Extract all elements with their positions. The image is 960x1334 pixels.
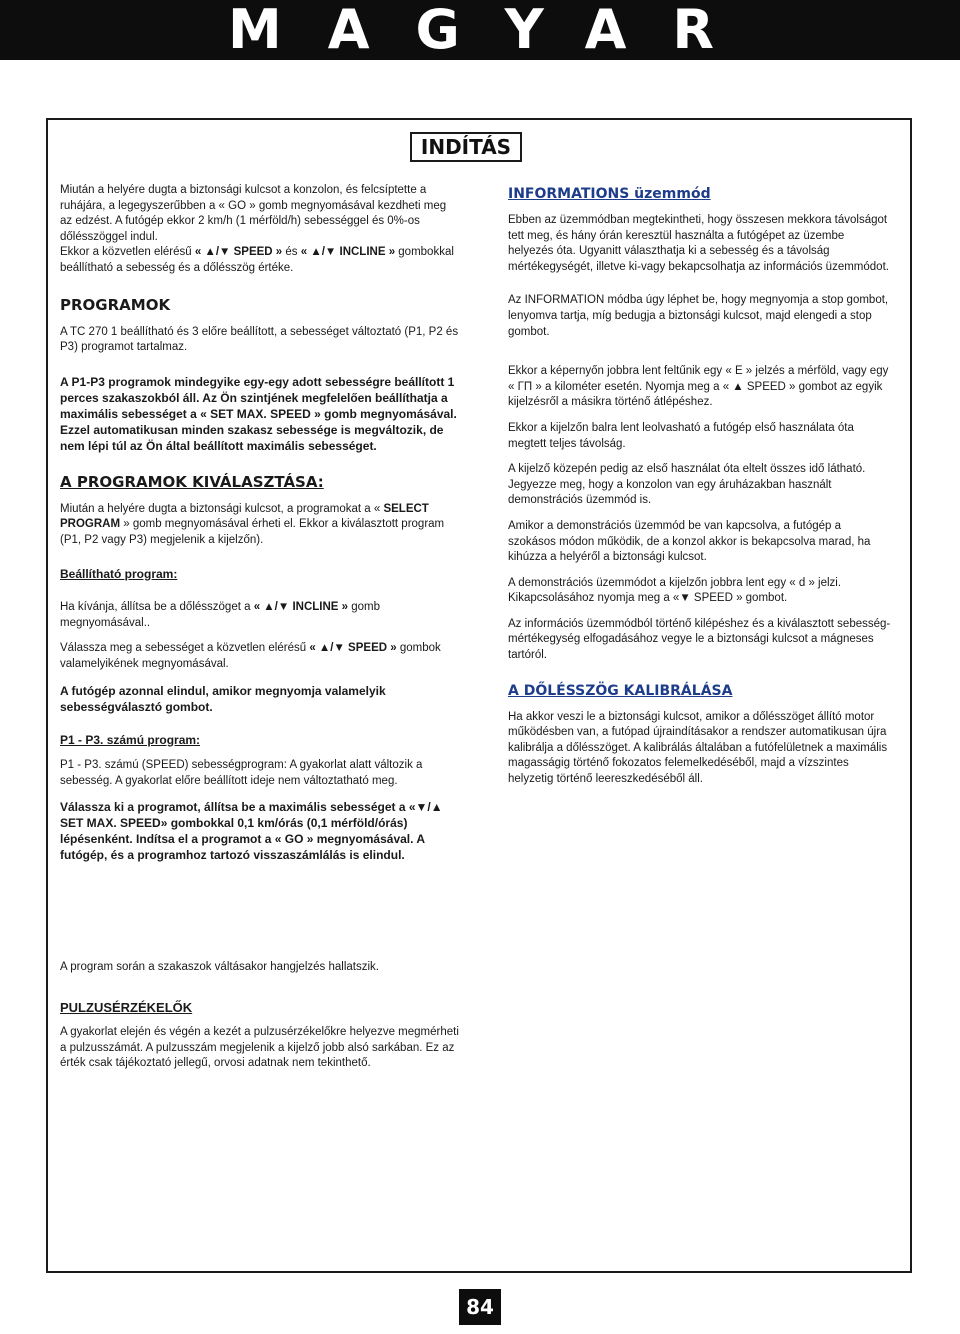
text-run: Miután a helyére dugta a biztonsági kulcsot, a programokat a « — [60, 502, 384, 515]
intro-paragraph-2 — [60, 245, 460, 276]
adjustable-text-1 — [60, 600, 460, 631]
info-paragraph-2: Az INFORMATION módba úgy léphet be, hogy megnyomja a stop gombot, lenyomva tartja, míg bedugja a biztonsági kulcsot, majd elengedi a stop gombot. — [508, 294, 889, 338]
language-title: MAGYAR — [228, 0, 760, 61]
right-column — [508, 185, 892, 788]
info-paragraph-1: Ebben az üzemmódban megtekintheti, hogy összesen mekkora távolságot tett meg, és hány órán keresztül használta a futógépet az üzembe helyezés óta. Ugyanitt választhatja ki a sebesség és a távolság mértékegységét, illetve ki-vagy bekapcsolhatja az információs üzemmódot. — [508, 214, 889, 273]
text-run: Válassza meg a sebességet a közvetlen elérésű — [60, 642, 310, 655]
incline-calibration-heading: A DŐLÉSSZÖG KALIBRÁLÁSA — [508, 682, 733, 699]
text-run: gomb megnyomásával.. — [60, 601, 381, 629]
speed-button-ref: « ▲/▼ SPEED » — [194, 246, 283, 259]
intro-paragraph: Miután a helyére dugta a biztonsági kulcsot a konzolon, és felcsíptette a ruhájára, a legegyszerűbben a « GO » gomb megnyomásával kezdheti meg az edzést. A futógép ekkor 2 km/h (1 mérföld/h) sebességgel és 0%-os dőlésszöggel indul. — [60, 184, 447, 243]
program-note: A program során a szakaszok váltásakor hangjelzés hallatszik. — [60, 961, 379, 973]
p1-p3-heading: P1 - P3. számú program: — [60, 732, 201, 747]
select-programs-heading: A PROGRAMOK KIVÁLASZTÁSA: — [60, 472, 324, 491]
pulse-sensors-heading: PULZUSÉRZÉKELŐK — [60, 999, 193, 1015]
informations-heading: INFORMATIONS üzemmód — [508, 186, 711, 202]
info-paragraph-6: Amikor a demonstrációs üzemmód be van kapcsolva, a futógép a szokásos módon működik, de a konzol akkor is bekapcsolva marad, ha kihúzza a helyéről a biztonsági kulcsot. — [508, 519, 871, 564]
info-paragraph-5: A kijelző közepén pedig az első használat óta eltelt összes idő látható. Jegyezze meg, hogy a konzolon van egy áruházakban használt demonstrációs üzemmód is. — [508, 463, 866, 507]
text-run: és — [282, 246, 301, 259]
text-run: Ha kívánja, állítsa be a dőlésszöget a — [60, 601, 254, 614]
text-run: » gomb megnyomásával érheti el. Ekkor a kiválasztott program (P1, P2 vagy P3) megjelenik a kijelzőn). — [60, 518, 445, 546]
speed-button-ref: « ▲/▼ SPEED » — [309, 642, 397, 655]
text-run: gombok valamelyikének megnyomásával. — [60, 642, 441, 670]
header-bar — [0, 0, 960, 60]
adjustable-text-2 — [60, 641, 460, 672]
p1-p3-text: P1 - P3. számú (SPEED) sebességprogram: A gyakorlat alatt változik a sebesség. A gyakorlat előre beállított ideje nem változtatható meg. — [60, 759, 423, 787]
bottom-section — [60, 960, 460, 1072]
adjustable-bold-text: A futógép azonnal elindul, amikor megnyomja valamelyik sebességválasztó gombot. — [60, 683, 386, 714]
info-paragraph-3: Ekkor a képernyőn jobbra lent feltűnik egy « E » jelzés a mérföld, vagy egy « ΓΠ » a kilométer esetén. Nyomja meg a « ▲ SPEED » gombot az egyik kijelzésről a másikra történő átlépéshez. — [508, 365, 889, 409]
page-number: 84 — [459, 1289, 501, 1325]
select-program-button-ref: SELECT PROGRAM — [60, 502, 429, 531]
programs-bold-text: A P1-P3 programok mindegyike egy-egy adott sebességre beállított 1 perces szakaszokból áll. Az Ön szintjének megfelelően beállíthatja a maximális sebességet a « SET MAX. SPEED » gomb megnyomásával. Ezzel automatikusan minden szakasz sebessége is megváltozik, de nem lépi túl az Ön által beállított maximális sebességet. — [60, 374, 457, 453]
info-paragraph-7: A demonstrációs üzemmódot a kijelzőn jobbra lent egy « d » jelzi. Kikapcsolásához nyomja meg a «▼ SPEED » gombot. — [508, 576, 842, 605]
text-run: Ekkor a közvetlen elérésű — [60, 246, 195, 259]
pulse-sensors-text: A gyakorlat elején és végén a kezét a pulzusérzékelőkre helyezve megmérheti a pulzusszámát. A pulzusszám megjelenik a kijelző jobb alsó sarkában. Ez az érték csak tájékoztató jellegű, orvosi adatnak nem tekinthető. — [60, 1026, 459, 1070]
left-column — [60, 183, 460, 863]
incline-calibration-text: Ha akkor veszi le a biztonsági kulcsot, amikor a dőlésszöget állító motor működésben van, a futópad újraindításakor a rendszer automatikusan újra kalibrálja a dőlésszöget. A kalibrálás általában a futófelületnek a maximális magasságig történő fokozatos felemelkedéséből, majd a vízszintes helyzetig történő leereszkedéséből áll. — [508, 710, 888, 786]
programs-heading: PROGRAMOK — [60, 295, 171, 314]
text-run: gombokkal beállítható a sebesség és a dőlésszög értéke. — [60, 246, 454, 274]
select-programs-text — [60, 502, 460, 549]
incline-button-ref: « ▲/▼ INCLINE » — [300, 246, 396, 259]
programs-text: A TC 270 1 beállítható és 3 előre beállított, a sebességet változtató (P1, P2 és P3) programot tartalmaz. — [60, 325, 459, 354]
section-title: INDÍTÁS — [410, 132, 522, 162]
info-paragraph-8: Az információs üzemmódból történő kilépéshez és a kiválasztott sebesség-mértékegység elfogadásához vegye le a biztonsági kulcsot a mágneses tartóról. — [508, 617, 891, 662]
adjustable-program-heading: Beállítható program: — [60, 566, 178, 581]
incline-button-ref: « ▲/▼ INCLINE » — [253, 601, 349, 614]
info-paragraph-4: Ekkor a kijelzőn balra lent leolvasható a futógép első használata óta megtett teljes távolság. — [508, 421, 854, 450]
p1-p3-bold-text: Válassza ki a programot, állítsa be a maximális sebességet a «▼/▲ SET MAX. SPEED» gombokkal 0,1 km/órás (0,1 mérföld/órás) lépésenként. Indítsa el a programot a « GO » megnyomásával. A futógép, és a programhoz tartozó visszaszámlálás is elindul. — [60, 800, 443, 863]
